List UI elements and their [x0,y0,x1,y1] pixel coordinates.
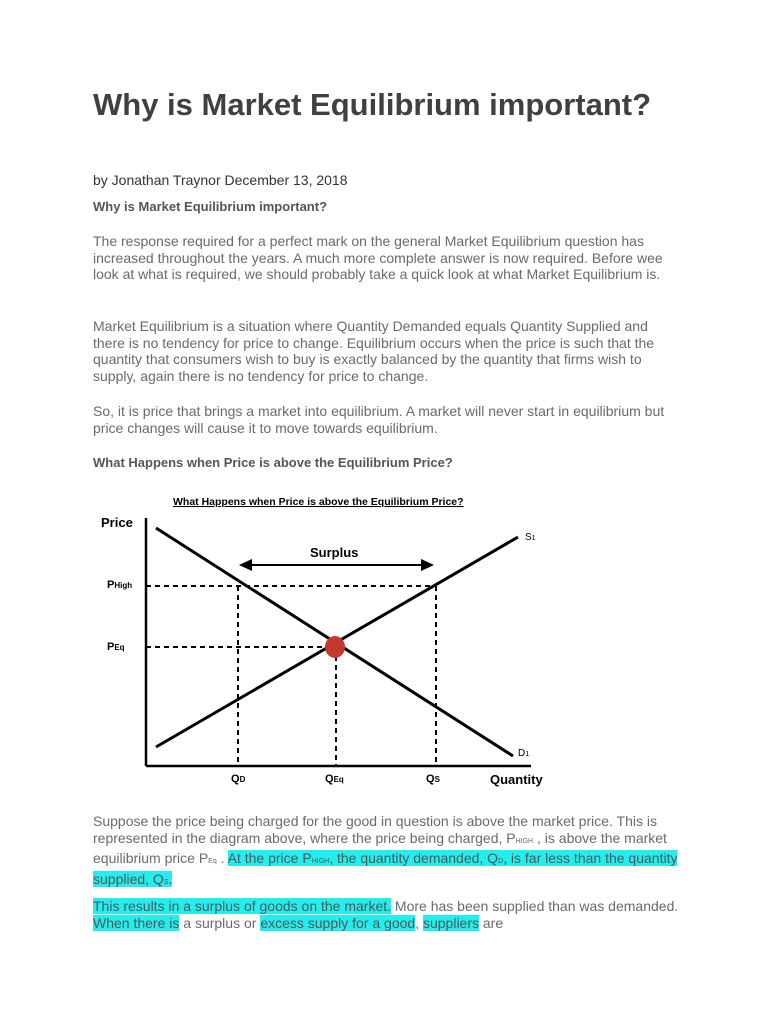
paragraph-2: Market Equilibrium is a situation where Quantity Demanded equals Quantity Supplied and there is no tendency for price to change. Equilibrium occurs when the price is such that the quantity that consumers wish to buy is exactly balanced by the quantity that firms wish to supply, again there is no tendency for price to change. [93,318,655,384]
byline: by Jonathan Traynor December 13, 2018 [93,172,348,188]
supply-demand-diagram [93,490,563,795]
highlight: excess supply for a good [260,914,416,931]
arrowhead-left-icon [239,559,252,571]
arrowhead-right-icon [421,559,434,571]
qs-label: QS [426,773,440,785]
article-title: Why is Market Equilibrium important? [93,87,652,122]
supply-curve-label: S1 [525,532,536,543]
section-heading-1: Why is Market Equilibrium important? [93,199,328,214]
paragraph-4: Suppose the price being charged for the good in question is above the market price. This is represented in the diagram above, where the price being charged, PHIGH , is above the market equilibrium price PEq . At the price PHIGH, the quantity demanded, QD, is far less than the quantity supplied, QS. [93,813,678,887]
paragraph-3: So, it is price that brings a market into equilibrium. A market will never start in equilibrium but price changes will cause it to move towards equilibrium. [93,403,665,436]
diagram-title: What Happens when Price is above the Equilibrium Price? [173,496,464,508]
paragraph-1: The response required for a perfect mark on the general Market Equilibrium question has increased throughout the years. A much more complete answer is now required. Before wee look at what is required, we should probably take a quick look at what Market Equilibrium is. [93,233,663,282]
qeq-label: QEq [325,773,344,785]
highlight: suppliers [422,914,479,931]
qd-label: QD [231,773,246,785]
demand-curve-label: D1 [518,748,530,759]
p-eq-label: PEq [107,641,125,653]
section-heading-2: What Happens when Price is above the Equilibrium Price? [93,455,453,470]
paragraph-5: This results in a surplus of goods on the market. More has been supplied than was demanded. When there is a surplus or excess supply for a good, suppliers are [93,898,679,931]
p-high-label: PHigh [107,579,133,591]
x-axis-label: Quantity [490,772,543,787]
highlight: This results in a surplus of goods on the market. [93,898,392,914]
highlight: When there is [93,914,180,931]
equilibrium-point [325,636,345,658]
y-axis-label: Price [101,515,133,530]
surplus-label: Surplus [310,545,359,560]
highlight: At the price PHIGH, the quantity demanded, QD, is far less than the quantity supplied, QS. [93,850,678,887]
